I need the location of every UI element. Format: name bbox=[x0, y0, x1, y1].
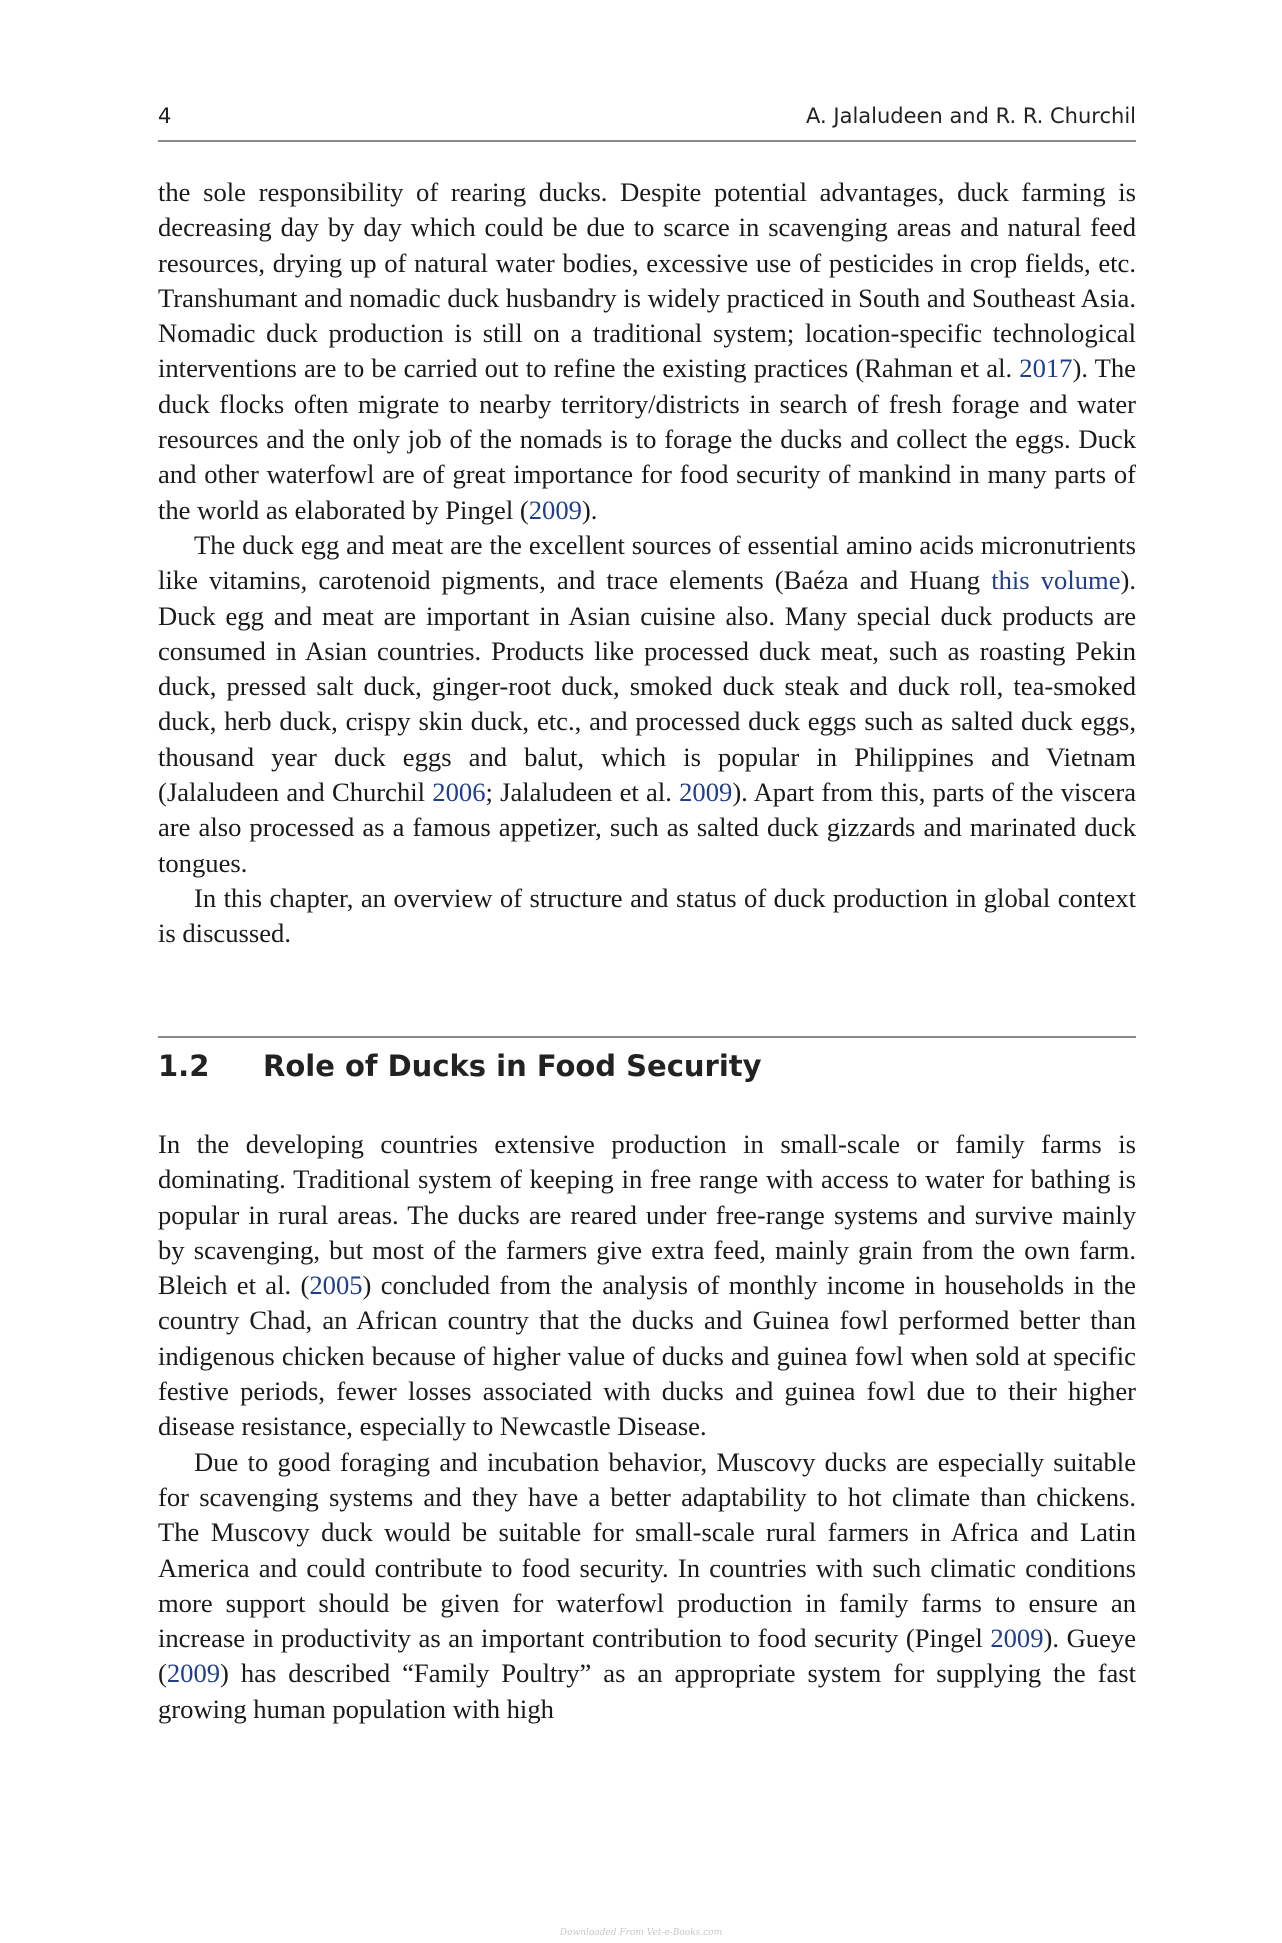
text-run: ; Jalaludeen et al. bbox=[485, 777, 680, 808]
text-run: In the developing countries extensive production in small-scale or family farms is dominating. Traditional system of keeping in free range with access to water for bathing is popular in rural areas. The ducks are reared under free-range systems and survive mainly by scavenging, but most of the farmers give extra feed, mainly grain from the own farm. Bleich et al. ( bbox=[158, 1129, 1136, 1301]
citation-link[interactable]: 2005 bbox=[309, 1270, 363, 1301]
citation-link[interactable]: 2006 bbox=[432, 777, 486, 808]
text-run: ). Gueye ( bbox=[158, 1623, 1136, 1689]
text-run: ) concluded from the analysis of monthly income in households in the country Chad, an African country that the ducks and Guinea fowl performed better than indigenous chicken because of higher value of ducks and guinea fowl when sold at specific festive periods, fewer losses associated with ducks and guinea fowl due to their higher disease resistance, especially to Newcastle Disease. bbox=[158, 1270, 1136, 1442]
citation-link[interactable]: 2009 bbox=[166, 1658, 221, 1689]
header-rule bbox=[158, 140, 1136, 142]
paragraph bbox=[158, 528, 1136, 881]
section-title: Role of Ducks in Food Security bbox=[263, 1049, 762, 1083]
text-run: In this chapter, an overview of structure and status of duck production in global context is discussed. bbox=[158, 882, 1136, 949]
page-number: 4 bbox=[158, 104, 172, 128]
text-run: ). Apart from this, parts of the viscera are also processed as a famous appetizer, such as salted duck gizzards and marinated duck tongues. bbox=[158, 777, 1137, 878]
section-number: 1.2 bbox=[158, 1049, 210, 1083]
citation-link[interactable]: 2009 bbox=[528, 494, 582, 525]
text-run: ) has described “Family Poultry” as an appropriate system for supplying the fast growing human population with high bbox=[158, 1658, 1136, 1724]
text-run: ). Duck egg and meat are important in Asian cuisine also. Many special duck products are consumed in Asian countries. Products like processed duck meat, such as roasting Pekin duck, pressed salt duck, ginger-root duck, smoked duck steak and duck roll, tea-smoked duck, herb duck, crispy skin duck, etc., and processed duck eggs such as salted duck eggs, thousand year duck eggs and balut, which is popular in Philippines and Vietnam (Jalaludeen and Churchil bbox=[158, 565, 1137, 808]
citation-link[interactable]: 2009 bbox=[990, 1623, 1044, 1654]
text-run: ). bbox=[581, 494, 598, 525]
paragraph bbox=[158, 1445, 1136, 1727]
download-watermark: Downloaded From Vet-e-Books.com bbox=[559, 1928, 723, 1938]
paragraph bbox=[158, 175, 1136, 528]
text-run: Due to good foraging and incubation behavior, Muscovy ducks are especially suitable for scavenging systems and they have a better adaptability to hot climate than chickens. The Muscovy duck would be suitable for small-scale rural farmers in Africa and Latin America and could contribute to food security. In countries with such climatic conditions more support should be given for waterfowl production in family farms to ensure an increase in productivity as an important contribution to food security (Pingel bbox=[158, 1446, 1136, 1654]
text-run: the sole responsibility of rearing ducks. Despite potential advantages, duck farming is decreasing day by day which could be due to scarce in scavenging areas and natural feed resources, drying up of natural water bodies, excessive use of pesticides in crop fields, etc. Transhumant and nomadic duck husbandry is widely practiced in South and Southeast Asia. Nomadic duck production is still on a traditional system; location-specific technological interventions are to be carried out to refine the existing practices (Rahman et al. bbox=[158, 177, 1136, 384]
paragraph bbox=[158, 1127, 1136, 1445]
running-header-authors: A. Jalaludeen and R. R. Churchil bbox=[806, 104, 1136, 128]
text-run: The duck egg and meat are the excellent sources of essential amino acids micronutrients like vitamins, carotenoid pigments, and trace elements (Baéza and Huang bbox=[158, 529, 1136, 596]
section-1-2-body bbox=[158, 1127, 1136, 1727]
section-rule bbox=[158, 1036, 1136, 1038]
section-1-1-continued bbox=[158, 175, 1136, 952]
paragraph bbox=[158, 881, 1136, 952]
citation-link[interactable]: this volume bbox=[991, 565, 1121, 596]
running-header bbox=[158, 104, 1136, 134]
text-run: ). The duck flocks often migrate to nearby territory/districts in search of fresh forage and water resources and the only job of the nomads is to forage the ducks and collect the eggs. Duck and other waterfowl are of great importance for food security of mankind in many parts of the world as elaborated by Pingel ( bbox=[158, 353, 1136, 525]
citation-link[interactable]: 2017 bbox=[1019, 353, 1073, 384]
citation-link[interactable]: 2009 bbox=[679, 777, 733, 808]
